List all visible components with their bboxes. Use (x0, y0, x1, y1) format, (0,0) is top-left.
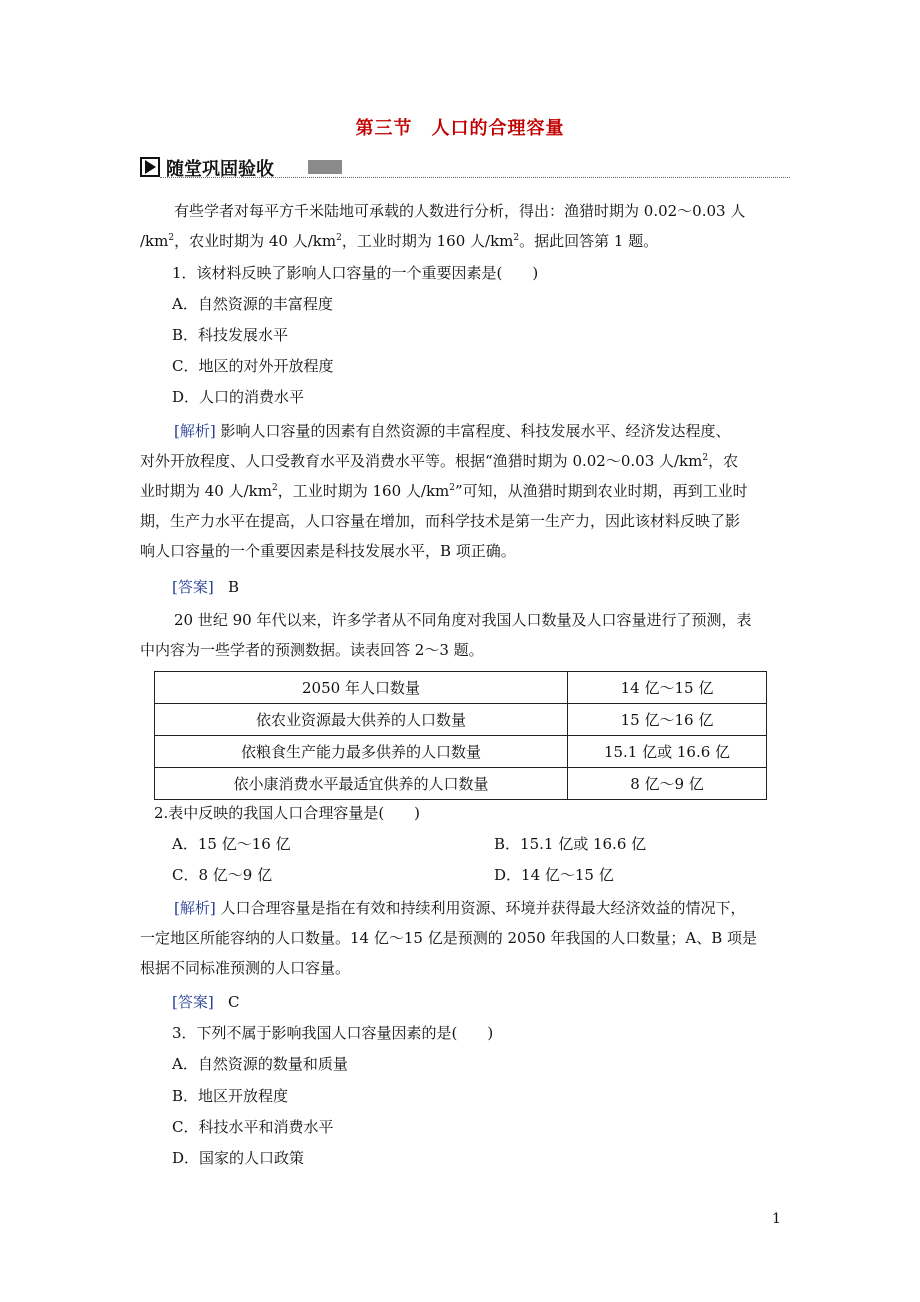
question-3-stem: 3．下列不属于影响我国人口容量因素的是( ) (172, 1024, 494, 1042)
question-1-analysis: [解析] 影响人口容量的因素有自然资源的丰富程度、科技发展水平、经济发达程度、 对外开放程度、人口受教育水平及消费水平等。根据“渔猎时期为 0.02～0.03 人$/km^2$，农 业时期为 40 人$/km^2$，工业时期为 160 人$/km^2$”可知，从渔猎时期到农业时期，再到工业时 期，生产力水平在提高，人口容量在增加，而科学技术是第一生产力，因此该材料反映了影 响人口容量的一个重要因素是科技发展水平，B 项正确。 (140, 422, 748, 560)
intro-paragraph-1: 有些学者对每平方千米陆地可承载的人数进行分析，得出：渔猎时期为 0.02～0.03 人 $/km^2$，农业时期为 40 人$/km^2$，工业时期为 160 人$/km^2$。据此回答第 1 题。 (140, 202, 746, 250)
answer-value: C (228, 993, 240, 1011)
question-3-option-b: B．地区开放程度 (172, 1087, 289, 1105)
table-cell: 15.1 亿或 16.6 亿 (568, 736, 767, 768)
question-1-option-b: B．科技发展水平 (172, 326, 289, 344)
answer-tag: [答案] (172, 993, 214, 1011)
table-row (155, 704, 767, 736)
question-2-analysis: [解析] 人口合理容量是指在有效和持续利用资源、环境并获得最大经济效益的情况下， 一定地区所能容纳的人口数量。14 亿～15 亿是预测的 2050 年我国的人口数量；A、B 项是 根据不同标准预测的人口容量。 (140, 899, 758, 977)
question-3-option-a: A．自然资源的数量和质量 (172, 1055, 348, 1073)
question-2-option-c: C．8 亿～9 亿 (172, 866, 273, 884)
question-1-stem: 1．该材料反映了影响人口容量的一个重要因素是( ) (172, 264, 539, 282)
page-number: 1 (772, 1211, 781, 1227)
table-cell: 8 亿～9 亿 (568, 768, 767, 800)
question-2-option-b: B．15.1 亿或 16.6 亿 (494, 835, 647, 853)
population-forecast-table (154, 671, 767, 800)
page-title: 第三节 人口的合理容量 (355, 118, 565, 139)
question-1-option-d: D．人口的消费水平 (172, 388, 305, 406)
table-cell: 依粮食生产能力最多供养的人口数量 (155, 736, 568, 768)
question-2-answer (172, 987, 240, 1017)
table-cell: 14 亿～15 亿 (568, 672, 767, 704)
question-1-answer (172, 572, 239, 602)
answer-tag: [答案] (172, 578, 214, 596)
table-row (155, 736, 767, 768)
section-banner (140, 152, 790, 182)
intro-paragraph-2: 20 世纪 90 年代以来，许多学者从不同角度对我国人口数量及人口容量进行了预测，表 中内容为一些学者的预测数据。读表回答 2～3 题。 (140, 611, 752, 659)
question-2-option-d: D．14 亿～15 亿 (494, 866, 614, 884)
question-1-option-a: A．自然资源的丰富程度 (172, 295, 333, 313)
table-cell: 2050 年人口数量 (155, 672, 568, 704)
analysis-tag: [解析] (174, 422, 216, 440)
question-3-option-c: C．科技水平和消费水平 (172, 1118, 334, 1136)
table-cell: 15 亿～16 亿 (568, 704, 767, 736)
table-row (155, 672, 767, 704)
question-2-stem: 2.表中反映的我国人口合理容量是( ) (154, 804, 421, 822)
table-cell: 依农业资源最大供养的人口数量 (155, 704, 568, 736)
answer-value: B (228, 578, 240, 596)
question-3-option-d: D．国家的人口政策 (172, 1149, 305, 1167)
banner-decoration (308, 160, 342, 174)
banner-divider (160, 177, 790, 178)
question-1-option-c: C．地区的对外开放程度 (172, 357, 334, 375)
question-2-option-a: A．15 亿～16 亿 (172, 835, 291, 853)
table-row (155, 768, 767, 800)
arrow-box-icon (140, 157, 160, 177)
section-banner-label: 随堂巩固验收 (166, 159, 274, 180)
analysis-tag: [解析] (174, 899, 216, 917)
table-cell: 依小康消费水平最适宜供养的人口数量 (155, 768, 568, 800)
